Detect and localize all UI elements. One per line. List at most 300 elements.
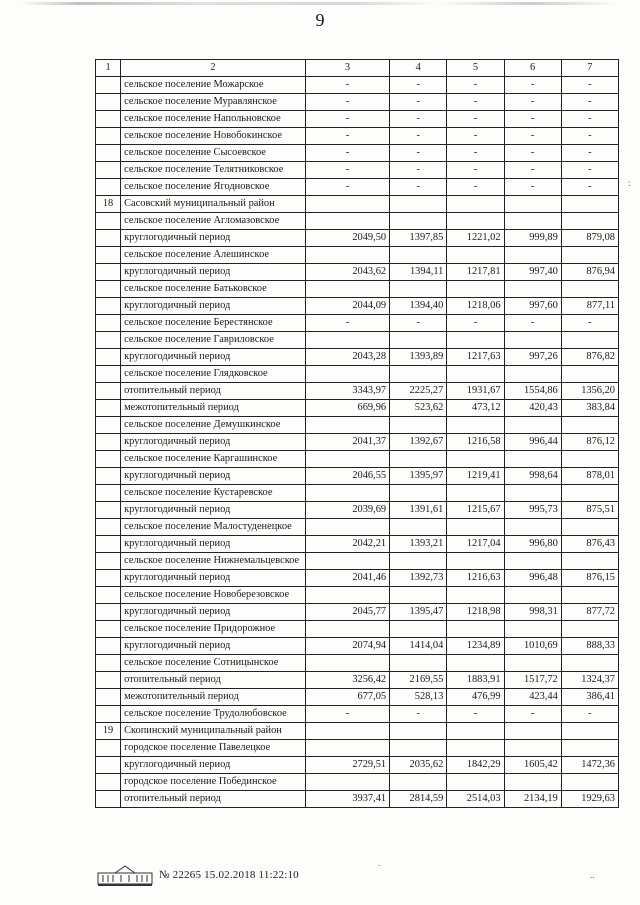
value-cell: 875,51 — [561, 502, 618, 519]
value-cell — [447, 281, 504, 298]
value-cell: - — [561, 128, 618, 145]
value-cell — [504, 485, 561, 502]
value-cell: 523,62 — [390, 400, 447, 417]
value-cell: - — [305, 179, 389, 196]
row-label: сельское поселение Каргашинское — [121, 451, 306, 468]
value-cell: - — [447, 162, 504, 179]
row-label: круглогодичный период — [121, 298, 306, 315]
value-cell: 998,31 — [504, 604, 561, 621]
table-row — [96, 332, 619, 349]
table-row — [96, 757, 619, 774]
table-row — [96, 604, 619, 621]
table-row — [96, 213, 619, 230]
table-row — [96, 128, 619, 145]
value-cell — [504, 417, 561, 434]
table-row — [96, 434, 619, 451]
value-cell: 876,43 — [561, 536, 618, 553]
header-cell: 6 — [504, 60, 561, 77]
value-cell: 1393,89 — [390, 349, 447, 366]
value-cell: 1842,29 — [447, 757, 504, 774]
value-cell — [390, 655, 447, 672]
row-index — [96, 77, 121, 94]
value-cell — [390, 451, 447, 468]
value-cell: 2043,28 — [305, 349, 389, 366]
value-cell: 1324,37 — [561, 672, 618, 689]
value-cell: 1392,73 — [390, 570, 447, 587]
value-cell: 2039,69 — [305, 502, 389, 519]
value-cell — [561, 621, 618, 638]
value-cell — [561, 366, 618, 383]
row-label: круглогодичный период — [121, 536, 306, 553]
value-cell: 1234,89 — [447, 638, 504, 655]
value-cell — [504, 740, 561, 757]
page-number: 9 — [315, 10, 325, 30]
value-cell: - — [447, 179, 504, 196]
header-cell: 7 — [561, 60, 618, 77]
table-row — [96, 587, 619, 604]
row-label: межотопительный период — [121, 689, 306, 706]
tariff-table — [95, 59, 619, 808]
value-cell: - — [390, 315, 447, 332]
value-cell — [390, 332, 447, 349]
value-cell: - — [305, 706, 389, 723]
row-label: сельское поселение Новобокинское — [121, 128, 306, 145]
row-index — [96, 349, 121, 366]
table-row — [96, 791, 619, 808]
table-row — [96, 553, 619, 570]
value-cell: 1394,40 — [390, 298, 447, 315]
value-cell: 1883,91 — [447, 672, 504, 689]
value-cell: 677,05 — [305, 689, 389, 706]
row-index — [96, 230, 121, 247]
value-cell — [561, 451, 618, 468]
row-index: 19 — [96, 723, 121, 740]
value-cell: 2045,77 — [305, 604, 389, 621]
row-index — [96, 298, 121, 315]
value-cell: 1217,04 — [447, 536, 504, 553]
value-cell — [390, 417, 447, 434]
value-cell: 1931,67 — [447, 383, 504, 400]
row-label: круглогодичный период — [121, 468, 306, 485]
value-cell: 879,08 — [561, 230, 618, 247]
table-row — [96, 689, 619, 706]
table-row — [96, 536, 619, 553]
value-cell: 2074,94 — [305, 638, 389, 655]
row-index — [96, 111, 121, 128]
row-index — [96, 468, 121, 485]
row-label: круглогодичный период — [121, 757, 306, 774]
value-cell: 2225,27 — [390, 383, 447, 400]
value-cell — [390, 519, 447, 536]
scan-mark: . — [378, 858, 381, 868]
row-label: сельское поселение Берестянское — [121, 315, 306, 332]
table-row — [96, 281, 619, 298]
value-cell: 1218,98 — [447, 604, 504, 621]
value-cell: 1605,42 — [504, 757, 561, 774]
value-cell — [447, 740, 504, 757]
table-header-row — [96, 60, 619, 77]
value-cell: 999,89 — [504, 230, 561, 247]
value-cell — [561, 213, 618, 230]
row-label: Сасовский муниципальный район — [121, 196, 306, 213]
value-cell — [447, 247, 504, 264]
table-row — [96, 179, 619, 196]
row-label: сельское поселение Глядковское — [121, 366, 306, 383]
value-cell: 1394,11 — [390, 264, 447, 281]
value-cell: 1414,04 — [390, 638, 447, 655]
row-label: круглогодичный период — [121, 570, 306, 587]
value-cell: - — [447, 111, 504, 128]
row-index — [96, 128, 121, 145]
value-cell: 2134,19 — [504, 791, 561, 808]
row-index — [96, 485, 121, 502]
value-cell: 473,12 — [447, 400, 504, 417]
value-cell — [504, 451, 561, 468]
row-index — [96, 672, 121, 689]
row-label: сельское поселение Муравлянское — [121, 94, 306, 111]
value-cell: 3256,42 — [305, 672, 389, 689]
row-index — [96, 638, 121, 655]
row-index — [96, 400, 121, 417]
value-cell — [305, 451, 389, 468]
value-cell: - — [504, 111, 561, 128]
value-cell — [447, 196, 504, 213]
value-cell: 876,82 — [561, 349, 618, 366]
row-index — [96, 757, 121, 774]
value-cell — [504, 519, 561, 536]
value-cell: - — [504, 315, 561, 332]
value-cell — [504, 553, 561, 570]
value-cell: 995,73 — [504, 502, 561, 519]
value-cell: - — [561, 77, 618, 94]
value-cell — [504, 332, 561, 349]
value-cell: - — [447, 94, 504, 111]
row-label: межотопительный период — [121, 400, 306, 417]
value-cell — [390, 281, 447, 298]
value-cell: - — [305, 145, 389, 162]
value-cell — [305, 655, 389, 672]
value-cell: 383,84 — [561, 400, 618, 417]
value-cell — [305, 587, 389, 604]
value-cell: 2814,59 — [390, 791, 447, 808]
value-cell — [390, 485, 447, 502]
row-label: отопительный период — [121, 672, 306, 689]
table-row — [96, 672, 619, 689]
value-cell: 998,64 — [504, 468, 561, 485]
value-cell: 878,01 — [561, 468, 618, 485]
value-cell: 996,80 — [504, 536, 561, 553]
value-cell: - — [390, 162, 447, 179]
value-cell: 876,94 — [561, 264, 618, 281]
value-cell — [305, 281, 389, 298]
row-label: круглогодичный период — [121, 502, 306, 519]
value-cell — [390, 621, 447, 638]
row-label: сельское поселение Телятниковское — [121, 162, 306, 179]
row-index — [96, 519, 121, 536]
row-index — [96, 94, 121, 111]
value-cell: 1929,63 — [561, 791, 618, 808]
value-cell — [390, 213, 447, 230]
value-cell: 888,33 — [561, 638, 618, 655]
row-label: круглогодичный период — [121, 230, 306, 247]
header-cell: 3 — [305, 60, 389, 77]
value-cell: - — [390, 145, 447, 162]
value-cell — [447, 587, 504, 604]
value-cell — [561, 519, 618, 536]
footer — [97, 862, 417, 888]
row-label: сельское поселение Напольновское — [121, 111, 306, 128]
value-cell: - — [504, 77, 561, 94]
value-cell: 2046,55 — [305, 468, 389, 485]
value-cell: 997,60 — [504, 298, 561, 315]
value-cell — [447, 519, 504, 536]
value-cell: 2041,37 — [305, 434, 389, 451]
value-cell: - — [504, 162, 561, 179]
table-row — [96, 485, 619, 502]
value-cell: 1472,36 — [561, 757, 618, 774]
value-cell — [305, 740, 389, 757]
value-cell — [390, 587, 447, 604]
value-cell: 2042,21 — [305, 536, 389, 553]
row-index — [96, 706, 121, 723]
value-cell: 1215,67 — [447, 502, 504, 519]
value-cell — [447, 621, 504, 638]
value-cell: 2729,51 — [305, 757, 389, 774]
value-cell — [504, 587, 561, 604]
value-cell: 876,15 — [561, 570, 618, 587]
value-cell — [390, 723, 447, 740]
table-row — [96, 264, 619, 281]
value-cell — [390, 774, 447, 791]
value-cell — [447, 723, 504, 740]
value-cell: - — [447, 77, 504, 94]
value-cell: - — [561, 706, 618, 723]
value-cell — [447, 655, 504, 672]
value-cell: - — [504, 128, 561, 145]
value-cell: 1217,63 — [447, 349, 504, 366]
value-cell — [561, 247, 618, 264]
value-cell — [390, 366, 447, 383]
row-index — [96, 570, 121, 587]
value-cell: 528,13 — [390, 689, 447, 706]
row-index — [96, 332, 121, 349]
row-label: круглогодичный период — [121, 434, 306, 451]
value-cell: 1393,21 — [390, 536, 447, 553]
row-label: сельское поселение Сысоевское — [121, 145, 306, 162]
row-index — [96, 434, 121, 451]
row-index — [96, 162, 121, 179]
registration-stamp-text: № 22265 15.02.2018 11:22:10 — [159, 869, 299, 881]
table-row — [96, 366, 619, 383]
value-cell — [561, 655, 618, 672]
value-cell — [504, 281, 561, 298]
row-label: городское поселение Побединское — [121, 774, 306, 791]
value-cell: 2043,62 — [305, 264, 389, 281]
row-index — [96, 247, 121, 264]
value-cell: - — [561, 162, 618, 179]
table-row — [96, 774, 619, 791]
value-cell — [305, 417, 389, 434]
table-row — [96, 638, 619, 655]
row-label: сельское поселение Сотницынское — [121, 655, 306, 672]
value-cell: 1392,67 — [390, 434, 447, 451]
row-label: сельское поселение Гавриловское — [121, 332, 306, 349]
value-cell: 1517,72 — [504, 672, 561, 689]
table-row — [96, 740, 619, 757]
value-cell — [504, 655, 561, 672]
header-cell: 2 — [121, 60, 306, 77]
value-cell: - — [504, 145, 561, 162]
value-cell — [561, 332, 618, 349]
row-index — [96, 621, 121, 638]
table-row — [96, 247, 619, 264]
value-cell: 1010,69 — [504, 638, 561, 655]
row-label: сельское поселение Ягодновское — [121, 179, 306, 196]
table-row — [96, 383, 619, 400]
row-label: сельское поселение Трудолюбовское — [121, 706, 306, 723]
value-cell — [561, 417, 618, 434]
value-cell: 2035,62 — [390, 757, 447, 774]
row-index — [96, 587, 121, 604]
row-label: круглогодичный период — [121, 349, 306, 366]
value-cell: 423,44 — [504, 689, 561, 706]
value-cell: - — [504, 706, 561, 723]
value-cell: - — [504, 94, 561, 111]
row-index — [96, 145, 121, 162]
row-label: сельское поселение Агломазовское — [121, 213, 306, 230]
table-row — [96, 655, 619, 672]
table-row — [96, 196, 619, 213]
value-cell: - — [561, 94, 618, 111]
value-cell: 2044,09 — [305, 298, 389, 315]
row-index — [96, 451, 121, 468]
value-cell — [561, 723, 618, 740]
value-cell — [561, 196, 618, 213]
value-cell — [504, 196, 561, 213]
row-label: круглогодичный период — [121, 604, 306, 621]
value-cell: 1218,06 — [447, 298, 504, 315]
row-label: сельское поселение Демушкинское — [121, 417, 306, 434]
table-row — [96, 77, 619, 94]
row-label: круглогодичный период — [121, 638, 306, 655]
value-cell: 1397,85 — [390, 230, 447, 247]
table-row — [96, 502, 619, 519]
row-label: сельское поселение Малостуденецкое — [121, 519, 306, 536]
table-row — [96, 94, 619, 111]
value-cell: 876,12 — [561, 434, 618, 451]
value-cell: - — [305, 111, 389, 128]
value-cell — [390, 553, 447, 570]
value-cell — [305, 247, 389, 264]
value-cell: - — [305, 94, 389, 111]
value-cell: 1391,61 — [390, 502, 447, 519]
value-cell — [504, 723, 561, 740]
value-cell: - — [390, 128, 447, 145]
value-cell — [504, 774, 561, 791]
table-row — [96, 400, 619, 417]
value-cell: 2041,46 — [305, 570, 389, 587]
value-cell — [305, 553, 389, 570]
value-cell — [561, 740, 618, 757]
row-index — [96, 315, 121, 332]
value-cell — [504, 247, 561, 264]
row-index — [96, 502, 121, 519]
table-row — [96, 451, 619, 468]
row-label: сельское поселение Новоберезовское — [121, 587, 306, 604]
row-index — [96, 366, 121, 383]
value-cell: 1219,41 — [447, 468, 504, 485]
table-row — [96, 349, 619, 366]
value-cell: - — [561, 111, 618, 128]
value-cell: 476,99 — [447, 689, 504, 706]
table-row — [96, 519, 619, 536]
value-cell — [447, 332, 504, 349]
value-cell — [390, 196, 447, 213]
row-index — [96, 417, 121, 434]
value-cell — [305, 332, 389, 349]
table-row — [96, 417, 619, 434]
row-index — [96, 281, 121, 298]
value-cell — [305, 723, 389, 740]
value-cell: - — [305, 315, 389, 332]
value-cell: 996,48 — [504, 570, 561, 587]
value-cell: 877,11 — [561, 298, 618, 315]
value-cell — [447, 774, 504, 791]
value-cell — [504, 621, 561, 638]
table-row — [96, 723, 619, 740]
row-label: сельское поселение Нижнемальцевское — [121, 553, 306, 570]
row-label: Скопинский муниципальный район — [121, 723, 306, 740]
value-cell — [305, 366, 389, 383]
value-cell: 1395,97 — [390, 468, 447, 485]
value-cell: 1217,81 — [447, 264, 504, 281]
value-cell — [504, 366, 561, 383]
value-cell: - — [504, 179, 561, 196]
row-label: городское поселение Павелецкое — [121, 740, 306, 757]
row-index — [96, 264, 121, 281]
row-index — [96, 213, 121, 230]
table-row — [96, 468, 619, 485]
row-label: сельское поселение Батьковское — [121, 281, 306, 298]
value-cell: - — [561, 179, 618, 196]
value-cell: - — [447, 706, 504, 723]
value-cell — [561, 553, 618, 570]
table-row — [96, 145, 619, 162]
row-index — [96, 553, 121, 570]
table-row — [96, 111, 619, 128]
value-cell: 1216,58 — [447, 434, 504, 451]
value-cell — [447, 485, 504, 502]
value-cell: 1554,86 — [504, 383, 561, 400]
row-index — [96, 383, 121, 400]
value-cell: 1356,20 — [561, 383, 618, 400]
value-cell: 2049,50 — [305, 230, 389, 247]
row-label: сельское поселение Кустаревское — [121, 485, 306, 502]
value-cell — [447, 366, 504, 383]
value-cell — [390, 247, 447, 264]
value-cell — [390, 740, 447, 757]
header-cell: 4 — [390, 60, 447, 77]
scan-mark: .. — [590, 870, 595, 880]
row-index — [96, 655, 121, 672]
value-cell — [561, 281, 618, 298]
value-cell: 420,43 — [504, 400, 561, 417]
value-cell: 669,96 — [305, 400, 389, 417]
row-index — [96, 774, 121, 791]
value-cell: 3937,41 — [305, 791, 389, 808]
value-cell — [305, 485, 389, 502]
row-index — [96, 689, 121, 706]
